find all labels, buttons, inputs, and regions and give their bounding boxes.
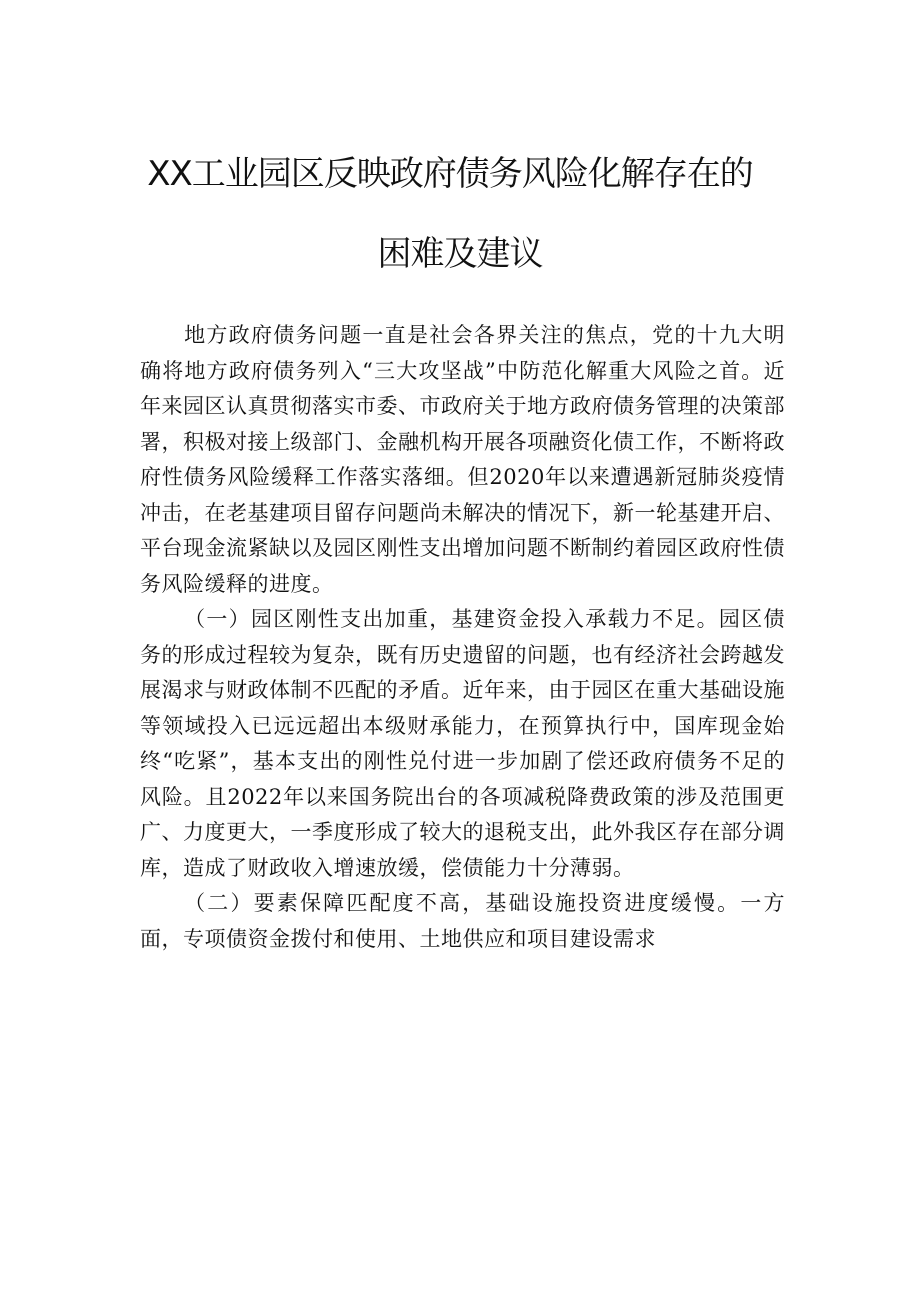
document-title-line-1: XX工业园区反映政府债务风险化解存在的 bbox=[147, 154, 753, 194]
paragraph-section-2: （二）要素保障匹配度不高，基础设施投资进度缓慢。一方面，专项债资金拨付和使用、土地供应和项目建设需求 bbox=[140, 891, 785, 951]
paragraph-section-1: （一）园区刚性支出加重，基建资金投入承载力不足。园区债务的形成过程较为复杂，既有历史遗留的问题，也有经济社会跨越发展渴求与财政体制不匹配的矛盾。近年来，由于园区在重大基础设施等领域投入已远远超出本级财承能力，在预算执行中，国库现金始终“吃紧”，基本支出的刚性兑付进一步加剧了偿还政府债务不足的风险。且2022年以来国务院出台的各项减税降费政策的涉及范围更广、力度更大，一季度形成了较大的退税支出，此外我区存在部分调库，造成了财政收入增速放缓，偿债能力十分薄弱。 bbox=[140, 607, 785, 880]
document-title-line-2: 困难及建议 bbox=[377, 234, 543, 274]
paragraph-intro: 地方政府债务问题一直是社会各界关注的焦点，党的十九大明确将地方政府债务列入“三大攻坚战”中防范化解重大风险之首。近年来园区认真贯彻落实市委、市政府关于地方政府债务管理的决策部署，积极对接上级部门、金融机构开展各项融资化债工作，不断将政府性债务风险缓释工作落实落细。但2020年以来遭遇新冠肺炎疫情冲击，在老基建项目留存问题尚未解决的情况下，新一轮基建开启、平台现金流紧缺以及园区刚性支出增加问题不断制约着园区政府性债务风险缓释的进度。 bbox=[140, 323, 785, 596]
document-body bbox=[140, 318, 785, 957]
